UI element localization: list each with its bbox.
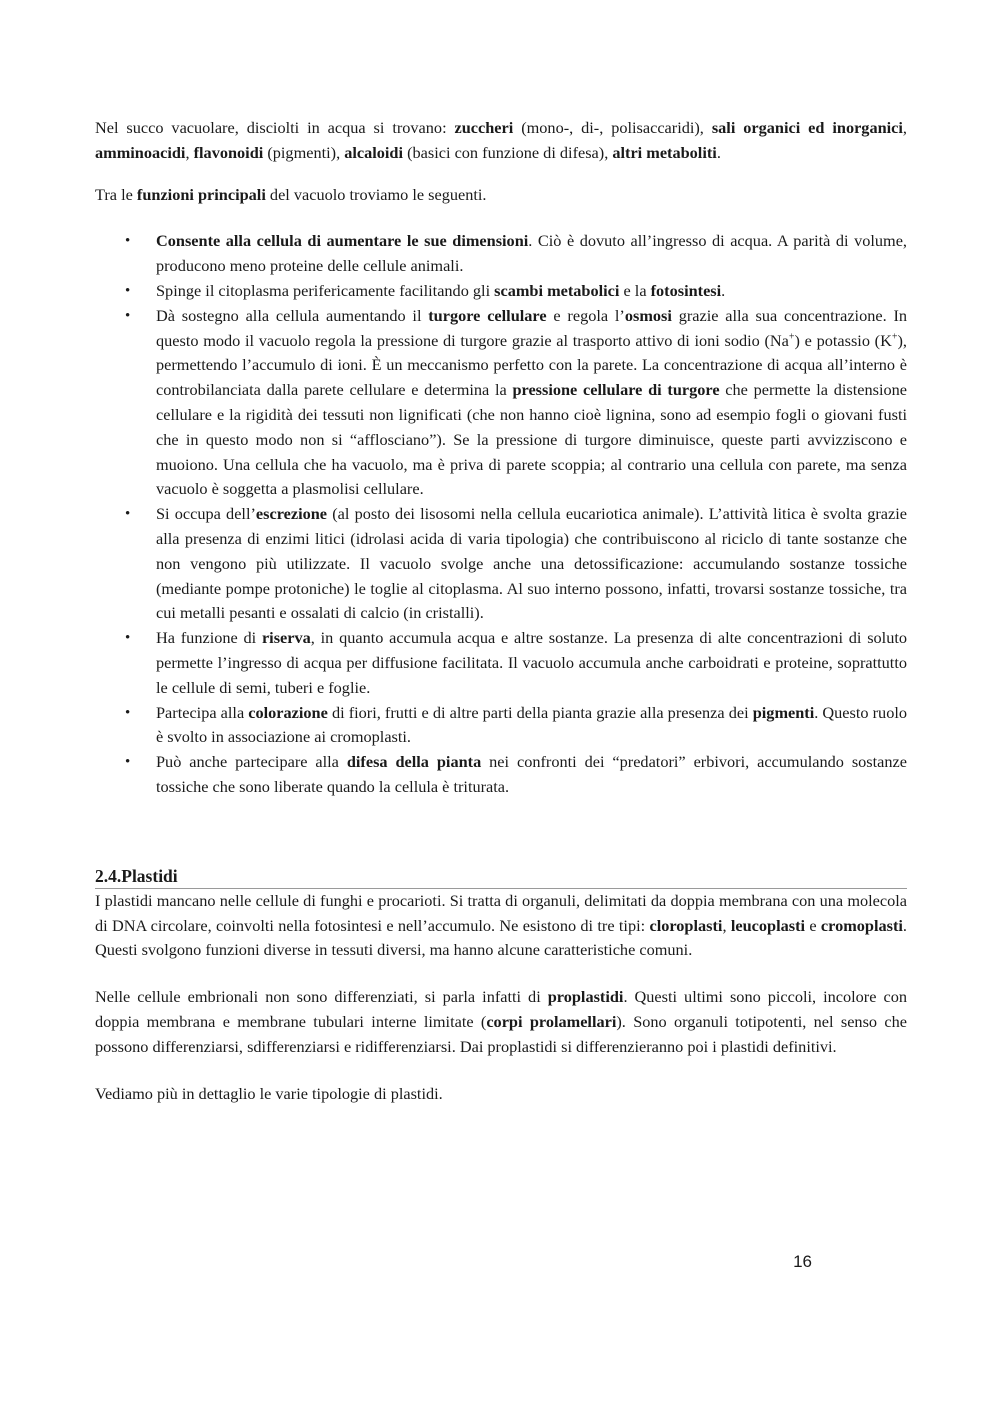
- bold-term: scambi metabolici: [494, 280, 620, 300]
- text: ,: [902, 118, 907, 137]
- superscript: +: [891, 331, 898, 343]
- bold-term: altri metaboliti: [612, 142, 717, 162]
- document-page: [95, 116, 908, 1271]
- bold-term: amminoacidi: [95, 142, 186, 162]
- bold-term: flavonoidi: [193, 142, 264, 162]
- text: (al posto dei lisosomi nella cellula eucariotica animale). L’attività litica è svolta grazie alla presenza di enzimi litici (idrolasi acida di varia tipologia) che contribuiscono al riciclo di tante sostanze che non vengono più utilizzate. Il vacuolo svolge anche una detossificazione: accumulando sostanze tossiche (mediante pompe protoniche) le toglie al citoplasma. Al suo interno possono, infatti, trovarsi sostanze tossiche, tra cui metalli pesanti e ossalati di calcio (in cristalli).: [156, 504, 908, 623]
- text: grazie alla sua concentrazione. In questo modo il vacuolo regola la pressione di turgore grazie al trasporto attivo di ioni sodio (Na: [156, 305, 908, 350]
- bold-term: colorazione: [248, 702, 328, 722]
- text: . Ciò è dovuto all’ingresso di acqua. A parità di volume, producono meno proteine delle cellule animali.: [156, 231, 908, 276]
- list-item: [95, 229, 907, 279]
- bold-term: sali organici ed inorganici: [711, 118, 903, 137]
- bold-term: funzioni principali: [136, 184, 266, 204]
- bold-term: riserva: [261, 628, 311, 648]
- list-item: [95, 626, 907, 700]
- text: Partecipa alla: [156, 702, 249, 722]
- bold-term: osmosi: [624, 305, 672, 325]
- text: .: [721, 280, 726, 300]
- text: e: [805, 915, 821, 935]
- intro-paragraph: [95, 116, 907, 166]
- text: ). Sono organuli totipotenti, nel senso che possono differenziarsi, sdifferenziarsi e ridifferenziarsi. Dai proplastidi si differenzieranno poi i plastidi definitivi.: [95, 1011, 907, 1056]
- section-paragraph-1: [95, 889, 907, 963]
- text: che permette la distensione cellulare e la rigidità dei tessuti non lignificati (che non hanno cioè lignina, sono ad esempio fogli o giovani fusti che in questo modo non si “afflosciano”). Se la pressione di turgore diminuisce, queste parti avvizziscono e muoiono. Una cellula che ha vacuolo, ma è priva di parete scoppia; al contrario una cellula con parete, ma senza vacuolo è soggetta a plasmolisi cellulare.: [156, 380, 908, 499]
- bold-term: pigmenti: [752, 702, 815, 722]
- bold-term: escrezione: [255, 504, 328, 524]
- functions-list: [95, 229, 907, 799]
- superscript: +: [788, 331, 795, 343]
- section-heading: 2.4.Plastidi: [95, 864, 907, 889]
- text: I plastidi mancano nelle cellule di funghi e procarioti. Si tratta di organuli, delimitati da doppia membrana con una molecola di DNA circolare, coinvolti nella fotosintesi e nell’accumulo. Ne esistono di tre tipi:: [95, 890, 907, 935]
- bold-term: turgore cellulare: [428, 305, 547, 325]
- bold-term: Consente alla cellula di aumentare le sue dimensioni: [156, 231, 529, 251]
- bold-term: difesa della pianta: [346, 752, 482, 772]
- text: Spinge il citoplasma perifericamente facilitando gli: [156, 280, 495, 300]
- text: ) e potassio (K: [794, 330, 892, 350]
- text: (pigmenti),: [263, 142, 345, 162]
- bold-term: pressione cellulare di turgore: [512, 380, 720, 400]
- text: Nel succo vacuolare, disciolti in acqua si trovano:: [95, 118, 455, 137]
- text: di fiori, frutti e di altre parti della pianta grazie alla presenza dei: [327, 702, 753, 722]
- list-item: [95, 502, 907, 626]
- text: . Questo ruolo è svolto in associazione ai cromoplasti.: [156, 702, 907, 747]
- bold-term: fotosintesi: [650, 280, 722, 300]
- text: Ha funzione di: [156, 628, 262, 648]
- section-paragraph-2: [95, 985, 907, 1059]
- text: (basici con funzione di difesa),: [403, 142, 613, 162]
- bold-term: corpi prolamellari: [486, 1011, 617, 1031]
- bold-term: zuccheri: [454, 118, 514, 137]
- text: e regola l’: [546, 305, 625, 325]
- text: .: [716, 142, 721, 162]
- text: ), permettendo l’accumulo di ioni. È un meccanismo perfetto con la parete. La concentrazione di acqua all’interno è controbilanciata dalla parete cellulare e determina la: [156, 330, 907, 400]
- bold-term: alcaloidi: [344, 142, 404, 162]
- bold-term: cloroplasti: [649, 915, 723, 935]
- text: nei confronti dei “predatori” erbivori, accumulando sostanze tossiche che sono liberate quando la cellula è triturata.: [156, 752, 907, 796]
- list-item: [95, 279, 907, 304]
- text: Può anche partecipare alla: [156, 752, 347, 772]
- text: Si occupa dell’: [156, 504, 256, 524]
- text: e la: [619, 280, 651, 300]
- text: ,: [185, 142, 194, 162]
- text: (mono-, di-, polisaccaridi),: [513, 118, 712, 137]
- bold-term: leucoplasti: [730, 915, 806, 935]
- bold-term: proplastidi: [547, 987, 624, 1007]
- text: Tra le: [95, 184, 137, 204]
- text: . Questi ultimi sono piccoli, incolore con doppia membrana e membrane tubulari interne limitate (: [95, 987, 907, 1031]
- text: del vacuolo troviamo le seguenti.: [265, 184, 487, 204]
- bold-term: cromoplasti: [820, 915, 903, 935]
- text: , in quanto accumula acqua e altre sostanze. La presenza di alte concentrazioni di soluto permette l’ingresso di acqua per diffusione facilitata. Il vacuolo accumula anche carboidrati e proteine, soprattutto le cellule di semi, tuberi e foglie.: [156, 628, 907, 697]
- list-item: [95, 701, 907, 751]
- text: Dà sostegno alla cellula aumentando il: [156, 305, 429, 325]
- text: ,: [722, 915, 731, 935]
- text: . Questi svolgono funzioni diverse in tessuti diversi, ma hanno alcune caratteristiche comuni.: [95, 915, 907, 960]
- list-item: [95, 304, 907, 502]
- functions-intro-paragraph: [95, 183, 907, 208]
- list-item: [95, 750, 907, 800]
- section-paragraph-3: Vediamo più in dettaglio le varie tipologie di plastidi.: [95, 1083, 443, 1103]
- page-number: 16: [793, 1252, 812, 1271]
- text: Nelle cellule embrionali non sono differenziati, si parla infatti di: [95, 987, 548, 1007]
